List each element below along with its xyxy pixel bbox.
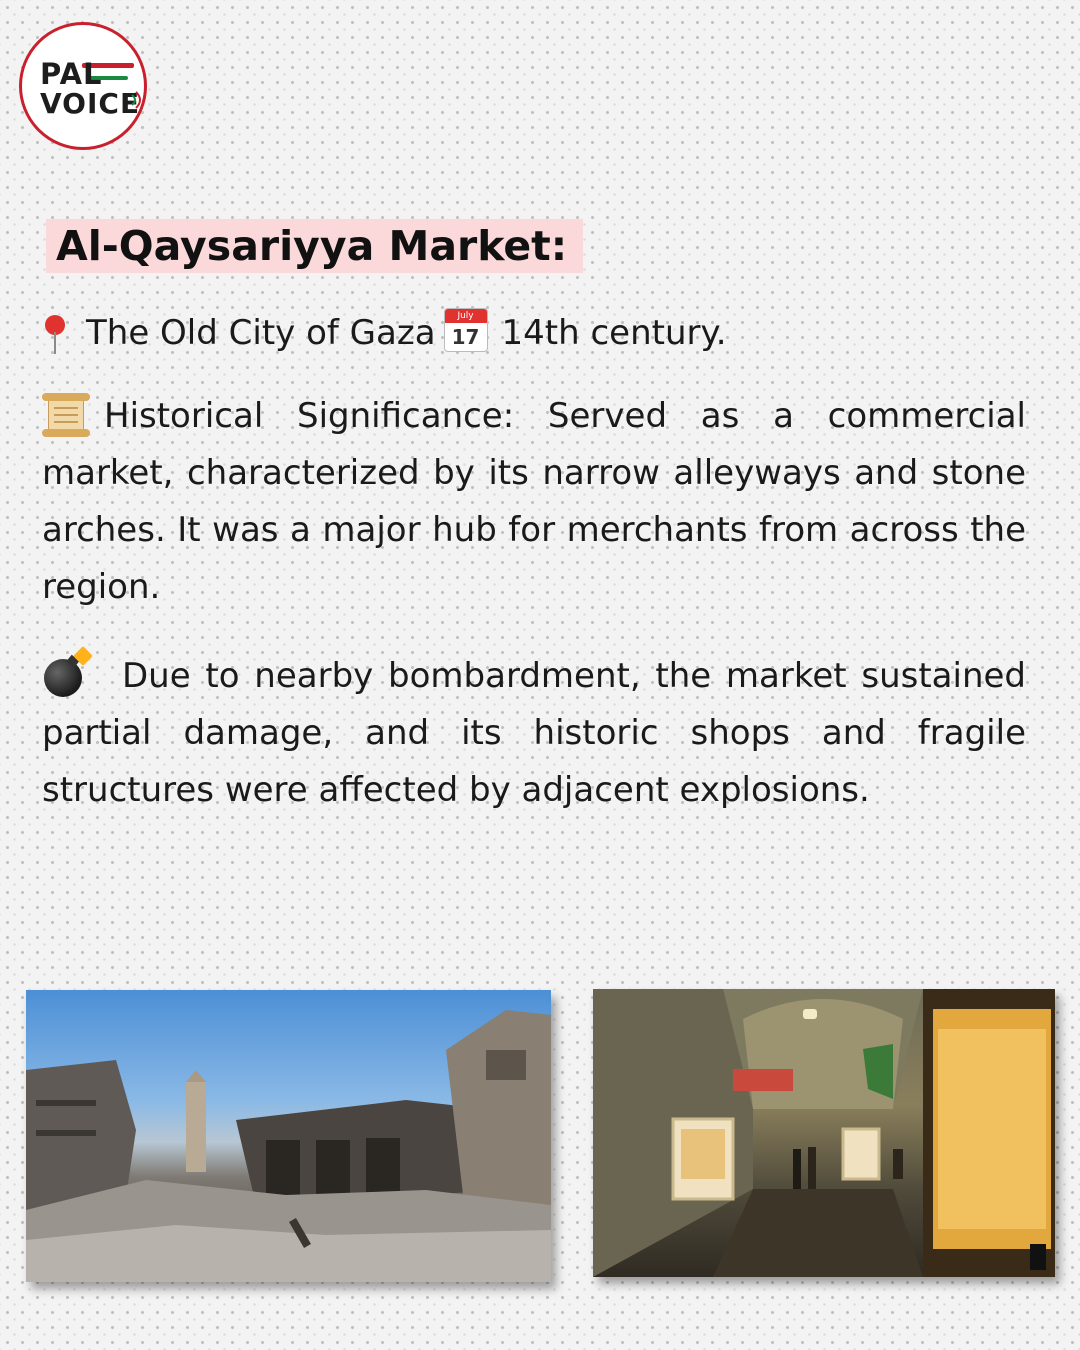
damage-text: Due to nearby bombardment, the market sustained partial damage, and its historic shops and fragile structures were affected by adjacent explosions.: [42, 656, 1026, 810]
signal-waves-icon: [130, 91, 144, 109]
page-title: Al-Qaysariyya Market:: [46, 219, 583, 273]
calendar-day: 17: [451, 325, 480, 349]
rubble-photo: [26, 990, 551, 1282]
history-paragraph: [42, 388, 1026, 616]
location-text: The Old City of Gaza: [86, 313, 436, 353]
round-pushpin-icon: [42, 312, 68, 356]
calendar-month: July: [445, 309, 487, 323]
location-line: [42, 305, 1026, 361]
damage-paragraph: [42, 648, 1026, 819]
history-text: Historical Significance: Served as a commercial market, characterized by its narrow alleyways and stone arches. It was a major hub for merchants from across the region.: [42, 396, 1026, 607]
bomb-icon: [42, 649, 92, 697]
logo-word-voice: VOICE: [40, 87, 141, 120]
logo-word-pal: PAL: [40, 57, 103, 91]
rubble-scene: [26, 990, 551, 1282]
period-text: 14th century.: [501, 313, 727, 353]
calendar-icon: [444, 308, 488, 352]
market-interior-photo: [593, 989, 1055, 1277]
pal-voice-logo: [19, 22, 147, 150]
market-scene: [593, 989, 1055, 1277]
scroll-icon: [42, 393, 92, 435]
